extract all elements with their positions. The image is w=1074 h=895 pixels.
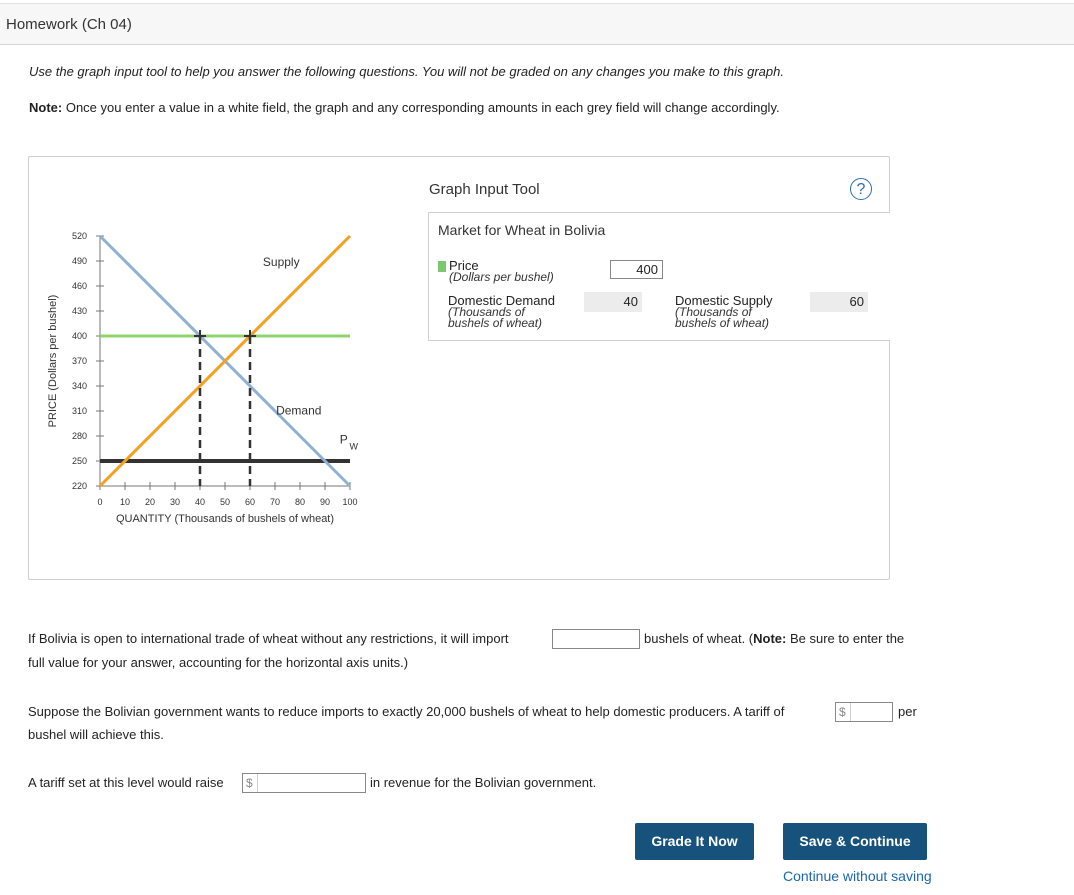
x-tick-label: 90 [319,497,331,507]
instructions: Use the graph input tool to help you answer the following questions. You will not be graded on any changes you make to this graph. [29,64,784,79]
y-tick-label: 310 [71,406,87,416]
x-tick-label: 40 [194,497,206,507]
question-2-text: Suppose the Bolivian government wants to reduce imports to exactly 20,000 bushels of wheat to help domestic producers. A tariff of [28,704,785,719]
dollar-sign: $ [246,776,253,790]
price-unit: (Dollars per bushel) [449,270,554,284]
dollar-sign: $ [839,705,846,719]
header-bar [0,3,1074,45]
question-2-line-2: bushel will achieve this. [28,727,164,742]
revenue-answer-input[interactable] [242,773,366,793]
y-axis-title: PRICE (Dollars per bushel) [47,294,59,428]
market-title: Market for Wheat in Bolivia [438,222,606,238]
imports-answer-input[interactable] [552,629,640,649]
x-tick-label: 70 [269,497,281,507]
question-3-text-end: in revenue for the Bolivian government. [370,775,597,790]
y-tick-label: 460 [71,281,87,291]
page-title: Homework (Ch 04) [6,16,132,33]
y-tick-label: 220 [71,481,87,491]
x-tick-label: 80 [294,497,306,507]
domestic-supply-unit-2: bushels of wheat) [675,316,770,330]
supply-demand-chart[interactable] [29,157,419,577]
tariff-answer-input[interactable] [835,702,893,722]
price-color-swatch [438,261,446,272]
y-tick-label: 250 [71,456,87,466]
grade-it-now-button[interactable]: Grade It Now [635,823,754,860]
x-tick-label: 60 [244,497,256,507]
question-1-line-2: full value for your answer, accounting for the horizontal axis units.) [28,655,409,670]
supply-label: Supply [262,255,300,269]
save-continue-button[interactable]: Save & Continue [783,823,927,860]
y-tick-label: 400 [71,331,87,341]
input-separator [850,703,851,721]
demand-label: Demand [276,403,322,418]
domestic-supply-unit: (Thousands of [675,305,752,319]
y-tick-label: 340 [71,381,87,391]
note-text: Once you enter a value in a white field, the graph and any corresponding amounts in each grey field will change accordingly. [65,100,780,115]
domestic-supply-value: 60 [810,292,868,312]
domestic-demand-label: Domestic Demand [448,293,555,308]
help-icon[interactable]: ? [850,178,872,200]
domestic-supply-label: Domestic Supply [675,293,773,308]
x-tick-label: 20 [144,497,156,507]
x-axis-title: QUANTITY (Thousands of bushels of wheat) [115,513,335,525]
graph-input-tool [428,212,890,341]
price-input[interactable]: 400 [610,260,663,279]
graph-input-tool-title: Graph Input Tool [429,181,540,198]
note [29,100,780,115]
price-label: Price [449,258,479,273]
question-1-note-label: Note: [753,631,787,646]
y-tick-label: 280 [71,431,87,441]
input-separator [257,774,258,792]
domestic-demand-value: 40 [584,292,642,312]
question-3-text: A tariff set at this level would raise [28,775,224,790]
domestic-demand-unit: (Thousands of [448,305,525,319]
y-tick-label: 490 [71,256,87,266]
y-tick-label: 520 [71,231,87,241]
x-tick-label: 50 [219,497,231,507]
question-1-note-text: Be sure to enter the [789,631,905,646]
continue-without-saving-link[interactable]: Continue without saving [783,868,932,884]
question-1-post: bushels of wheat. ( [644,631,754,646]
question-2-per: per [898,704,917,719]
graph-panel [28,156,890,580]
pw-label: P [339,432,348,447]
question-1-text: If Bolivia is open to international trade of wheat without any restrictions, it will import [28,631,509,646]
x-tick-label: 0 [97,497,103,507]
x-tick-label: 30 [169,497,181,507]
y-tick-label: 370 [71,356,87,366]
domestic-demand-unit-2: bushels of wheat) [448,316,543,330]
note-label: Note: [29,100,63,115]
x-tick-label: 100 [342,497,358,507]
y-tick-label: 430 [71,306,87,316]
pw-subscript: W [349,441,358,452]
x-tick-label: 10 [119,497,131,507]
question-1-text-end [644,627,904,651]
